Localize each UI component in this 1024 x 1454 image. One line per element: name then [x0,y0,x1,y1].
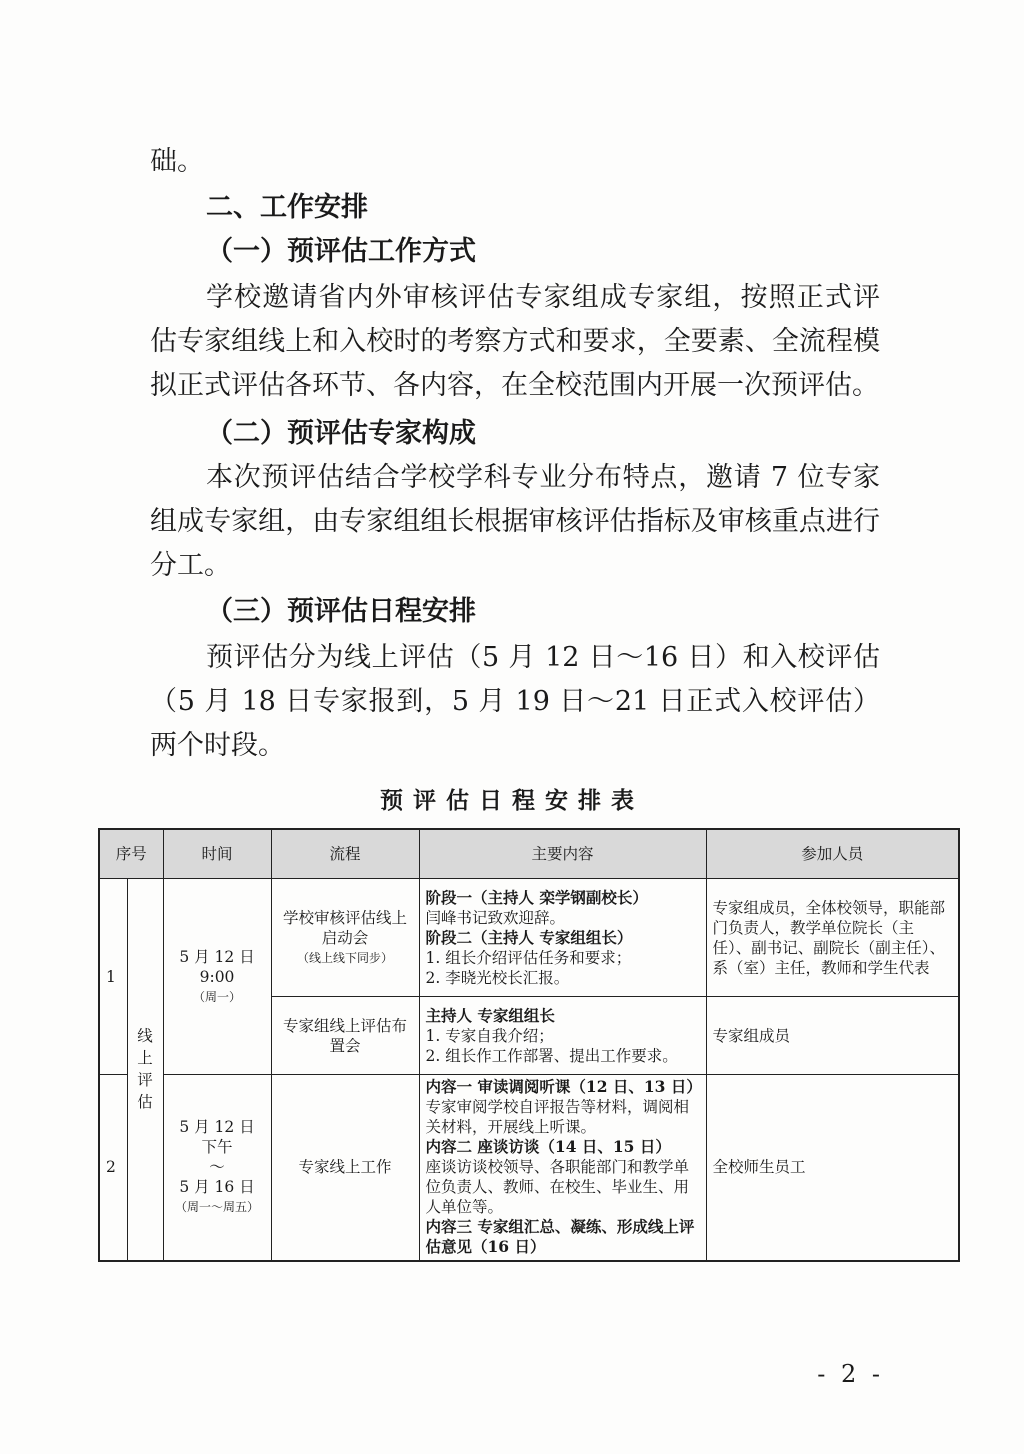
process-cell: 专家组线上评估布置会 [271,997,419,1075]
stage-label-text: 线 上 评 估 [137,1027,153,1112]
content-cell [419,879,706,997]
participants-cell: 专家组成员，全体校领导，职能部门负责人，教学单位院长（主任）、副书记、副院长（副主任）、系（室）主任，教师和学生代表 [706,879,959,997]
time-cell [163,1075,271,1261]
content-line: 内容三 专家组汇总、凝练、形成线上评估意见（16 日） [425,1217,695,1257]
schedule-table [98,828,960,1262]
paragraph-method: 学校邀请省内外审核评估专家组成专家组，按照正式评估专家组线上和入校时的考察方式和要求，全要素、全流程模拟正式评估各环节、各内容，在全校范围内开展一次预评估。 [150,282,880,401]
time-cell [163,879,271,1075]
subsection-heading-2: （二）预评估专家构成 [206,418,476,449]
paragraph-continuation: 础。 [150,146,204,177]
content-cell [419,997,706,1075]
content-line: 阶段一（主持人 栾学钢副校长） [425,887,648,907]
content-line: 内容二 座谈访谈（14 日、15 日） [425,1137,671,1157]
header-time: 时间 [163,829,271,879]
content-line: 阶段二（主持人 专家组组长） [425,927,633,947]
process-note: （线上线下同步） [297,950,394,965]
stage-label [127,879,163,1261]
time-date-end: 5 月 16 日 [179,1178,255,1197]
table-row [99,1075,959,1261]
participants-cell: 专家组成员 [706,997,959,1075]
row-number: 2 [99,1075,127,1261]
content-line: 1. 专家自我介绍； [425,1026,554,1045]
time-clock: 9:00 [199,967,235,986]
content-line: 座谈访谈校领导、各职能部门和教学单位负责人、教师、在校生、毕业生、用人单位等。 [425,1158,690,1217]
time-clock: 下午 [201,1138,233,1157]
time-date: 5 月 12 日 [179,947,255,966]
content-line: 主持人 专家组组长 [425,1005,555,1025]
table-row [99,879,959,997]
section-heading: 二、工作安排 [206,192,368,223]
header-participants: 参加人员 [706,829,959,879]
process-cell [271,879,419,997]
time-date: 5 月 12 日 [179,1118,255,1137]
header-content: 主要内容 [419,829,706,879]
subsection-heading-3: （三）预评估日程安排 [206,596,476,627]
content-cell [419,1075,706,1261]
time-note: （周一～周五） [175,1200,260,1215]
subsection-heading-1: （一）预评估工作方式 [206,236,476,267]
content-line: 2. 李晓光校长汇报。 [425,968,570,987]
content-line: 内容一 审读调阅听课（12 日、13 日） [425,1077,702,1097]
table-title: 预评估日程安排表 [380,788,644,814]
header-no: 序号 [99,829,163,879]
content-line: 专家审阅学校自评报告等材料，调阅相关材料，开展线上听课。 [425,1098,690,1137]
content-line: 2. 组长作工作部署、提出工作要求。 [425,1046,678,1065]
table-header-row [99,829,959,879]
process-main: 学校审核评估线上启动会 [283,908,408,947]
paragraph-experts: 本次预评估结合学校学科专业分布特点，邀请 7 位专家组成专家组，由专家组组长根据审核评估指标及审核重点进行分工。 [150,462,880,581]
paragraph-schedule: 预评估分为线上评估（5 月 12 日～16 日）和入校评估（5 月 18 日专家报到，5 月 19 日～21 日正式入校评估）两个时段。 [150,642,880,761]
content-line: 1. 组长介绍评估任务和要求； [425,948,632,967]
content-line: 闫峰书记致欢迎辞。 [425,908,566,927]
participants-cell: 全校师生员工 [706,1075,959,1261]
header-process: 流程 [271,829,419,879]
time-note: （周一） [193,989,242,1004]
page-number: - 2 - [817,1360,884,1388]
time-separator: ～ [209,1158,225,1177]
process-cell: 专家线上工作 [271,1075,419,1261]
row-number: 1 [99,879,127,1075]
